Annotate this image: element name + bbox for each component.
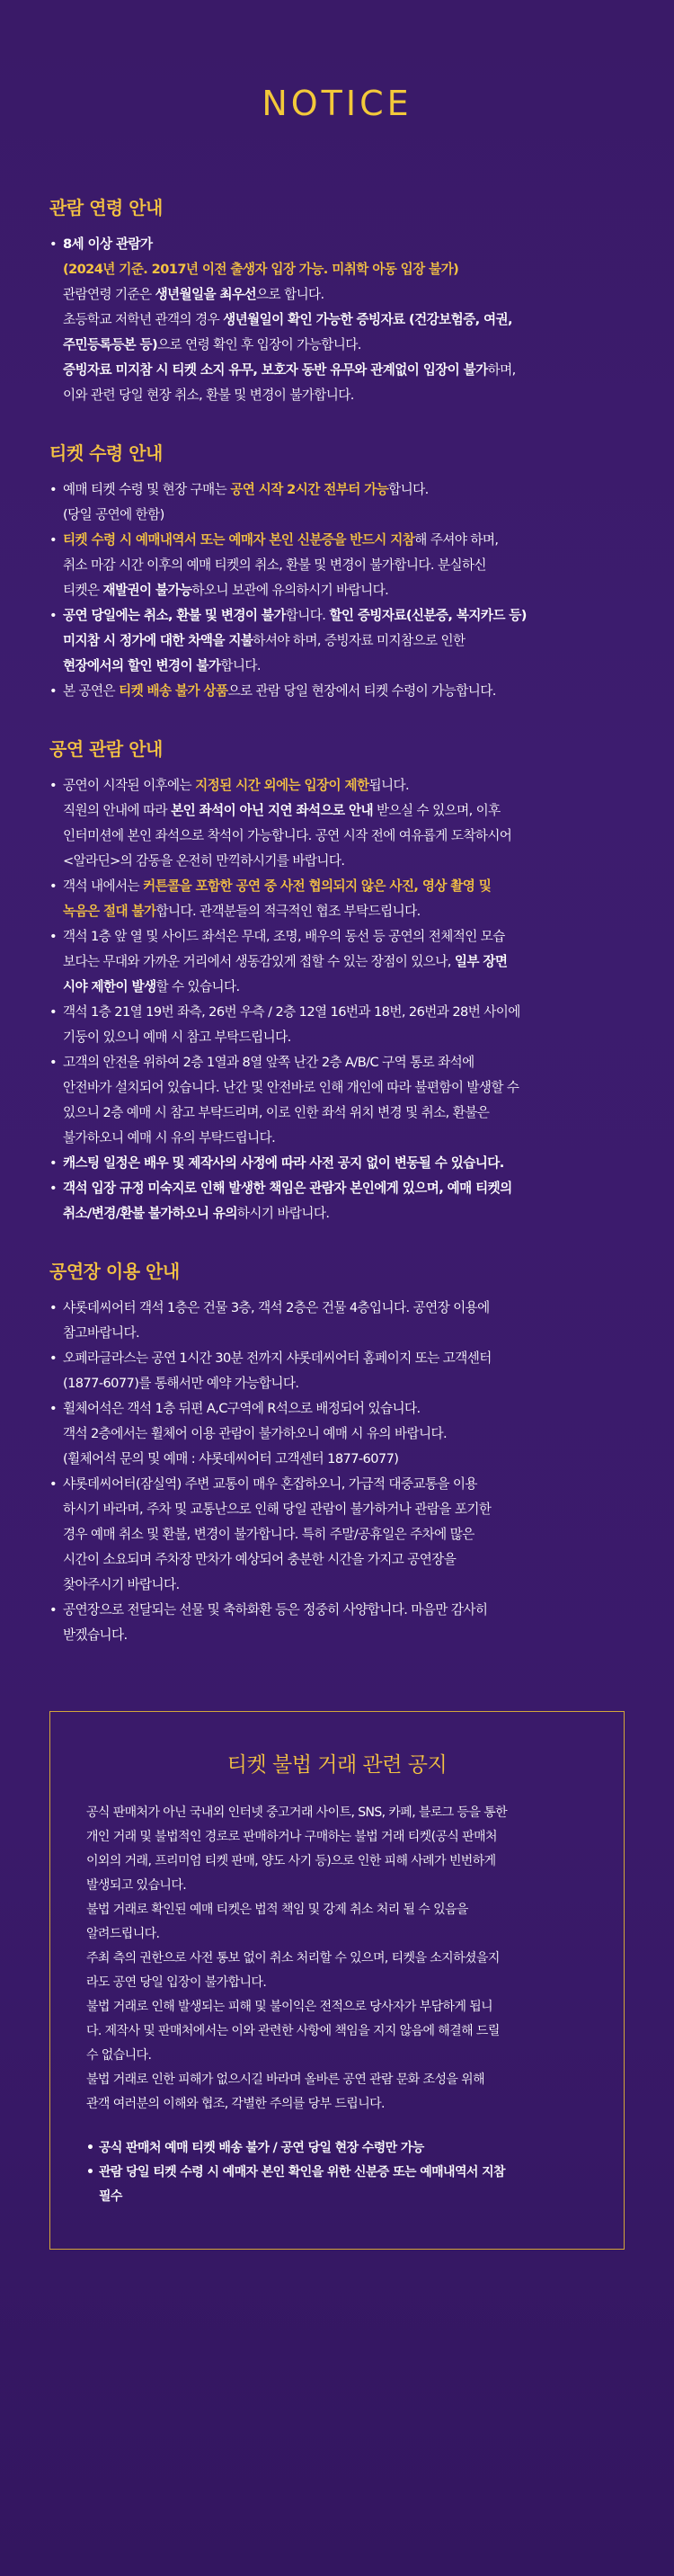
text-segment: 객석 2층에서는 휠체어 이용 관람이 불가하오니 예매 시 유의 바랍니다.: [63, 1426, 448, 1441]
text-line: [63, 1522, 625, 1547]
text-segment: <알라딘>의 감동을 온전히 만끽하시기를 바랍니다.: [63, 853, 345, 869]
text-line: [63, 924, 625, 949]
text-segment: 합니다.: [388, 482, 429, 497]
notice-body-line: 이외의 거래, 프리미엄 티켓 판매, 양도 사기 등)으로 인한 피해 사례가 빈번하게: [86, 1854, 496, 1868]
section-heading: 공연 관람 안내: [49, 738, 163, 760]
notice-body-line: 라도 공연 당일 입장이 불가합니다.: [86, 1975, 267, 1990]
notice-point-line: 필수: [99, 2189, 122, 2204]
text-line: [63, 1075, 625, 1101]
text-segment: 합니다.: [285, 608, 330, 623]
text-segment: 본인 좌석이 아닌 지연 좌석으로 안내: [171, 803, 373, 818]
notice-body-line: 불법 거래로 확인된 예매 티켓은 법적 책임 및 강제 취소 처리 될 수 있음을: [86, 1903, 468, 1917]
page-title: NOTICE: [262, 84, 412, 123]
text-segment: 안전바가 설치되어 있습니다. 난간 및 안전바로 인해 개인에 따라 불편함이 발생할 수: [63, 1080, 519, 1095]
text-segment: 으로 관람 당일 현장에서 티켓 수령이 가능합니다.: [227, 683, 496, 699]
text-segment: 예매 티켓 수령 및 현장 구매는: [63, 482, 231, 497]
text-line: [63, 257, 625, 282]
list-item: [49, 1598, 625, 1648]
text-segment: (1877-6077)를 통해서만 예약 가능합니다.: [63, 1376, 299, 1391]
list-item: [49, 1000, 625, 1050]
text-line: [63, 1422, 625, 1447]
section-item-list: [49, 1296, 625, 1648]
text-line: [63, 1371, 625, 1396]
text-line: [63, 1025, 625, 1050]
text-segment: 공연 당일에는 취소, 환불 및 변경이 불가: [63, 608, 286, 623]
illegal-trade-notice-box: [49, 1711, 625, 2250]
header: [0, 0, 674, 193]
notice-sections: [0, 193, 674, 1648]
text-segment: 합니다.: [220, 658, 261, 673]
text-segment: 티켓은: [63, 583, 103, 598]
section-heading: 관람 연령 안내: [49, 197, 163, 218]
list-item: [49, 1396, 625, 1472]
text-line: [63, 1050, 625, 1075]
text-line: [63, 282, 625, 308]
text-line: [63, 1201, 625, 1226]
list-item: [49, 874, 625, 924]
list-item: [49, 528, 625, 603]
text-segment: 이와 관련 당일 현장 취소, 환불 및 변경이 불가합니다.: [63, 388, 354, 403]
text-line: [63, 1346, 625, 1371]
text-segment: 티켓 배송 불가 상품: [119, 683, 228, 699]
text-line: [63, 308, 625, 333]
notice-body-line: 주최 측의 권한으로 사전 통보 없이 취소 처리할 수 있으며, 티켓을 소지하셨을지: [86, 1951, 500, 1965]
list-item: [49, 477, 625, 528]
list-item: [49, 232, 625, 408]
list-item: [49, 603, 625, 679]
text-segment: 받으실 수 있으며, 이후: [372, 803, 501, 818]
text-segment: 으로 연령 확인 후 입장이 가능합니다.: [157, 337, 361, 352]
text-segment: (2024년 기준. 2017년 이전 출생자 입장 가능. 미취학 아동 입장 불가): [63, 262, 459, 277]
list-item: [49, 1176, 625, 1226]
section-1: [0, 439, 674, 704]
text-line: [63, 874, 625, 899]
text-line: [63, 578, 625, 603]
text-line: [63, 1321, 625, 1346]
notice-body-line: 불법 거래로 인해 발생되는 피해 및 불이익은 전적으로 당사자가 부담하게 됩니: [86, 2000, 493, 2014]
text-segment: 해 주셔야 하며,: [414, 532, 499, 548]
list-item: [49, 1346, 625, 1396]
text-segment: 생년월일이 확인 가능한 증빙자료 (건강보험증, 여권,: [223, 312, 512, 327]
text-line: [63, 654, 625, 679]
text-segment: 객석 입장 규정 미숙지로 인해 발생한 책임은 관람자 본인에게 있으며, 예매 티켓의: [63, 1181, 512, 1196]
text-segment: 캐스팅 일정은 배우 및 제작사의 사정에 따라 사전 공지 없이 변동될 수 있습니다.: [63, 1155, 504, 1171]
list-item: [49, 1050, 625, 1151]
text-line: [63, 628, 625, 654]
text-segment: 커튼콜을 포함한 공연 중 사전 협의되지 않은 사진, 영상 촬영 및: [143, 878, 492, 894]
section-item-list: [49, 773, 625, 1226]
section-2: [0, 735, 674, 1226]
notice-body-line: 수 없습니다.: [86, 2048, 152, 2063]
text-segment: 공연이 시작된 이후에는: [63, 778, 196, 793]
text-segment: 일부 장면: [454, 954, 508, 969]
text-line: [63, 232, 625, 257]
text-segment: 기둥이 있으니 예매 시 참고 부탁드립니다.: [63, 1030, 291, 1045]
text-line: [63, 824, 625, 849]
notice-point: [86, 2161, 588, 2209]
text-line: [63, 773, 625, 798]
text-segment: 샤롯데씨어터 객석 1층은 건물 3층, 객석 2층은 건물 4층입니다. 공연장 이용에: [63, 1300, 490, 1315]
text-segment: 시야 제한이 발생: [63, 979, 156, 994]
text-line: [63, 333, 625, 358]
text-line: [63, 1472, 625, 1497]
notice-body-line: 발생되고 있습니다.: [86, 1878, 187, 1893]
text-line: [63, 1497, 625, 1522]
text-segment: 고객의 안전을 위하여 2층 1열과 8열 앞쪽 난간 2층 A/B/C 구역 통로 좌석에: [63, 1055, 474, 1070]
text-line: [63, 949, 625, 975]
illegal-trade-notice-body: [86, 1801, 588, 2117]
text-segment: 참고바랍니다.: [63, 1325, 140, 1341]
text-line: [63, 798, 625, 824]
text-segment: 객석 1층 앞 열 및 사이드 좌석은 무대, 조명, 배우의 동선 등 공연의 전체적인 모습: [63, 929, 505, 944]
text-line: [63, 1000, 625, 1025]
text-segment: 본 공연은: [63, 683, 120, 699]
list-item: [49, 773, 625, 874]
section-heading: 티켓 수령 안내: [49, 442, 163, 464]
notice-point-line: • 관람 당일 티켓 수령 시 예매자 본인 확인을 위한 신분증 또는 예매내역서 지참: [99, 2165, 505, 2179]
text-line: [63, 679, 625, 704]
text-segment: 지정된 시간 외에는 입장이 제한: [195, 778, 369, 793]
text-segment: 할 수 있습니다.: [155, 979, 240, 994]
illegal-trade-notice-points: [86, 2136, 588, 2209]
text-line: [63, 1151, 625, 1176]
text-segment: 불가하오니 예매 시 유의 부탁드립니다.: [63, 1130, 276, 1145]
text-segment: 시간이 소요되며 주차장 만차가 예상되어 충분한 시간을 가지고 공연장을: [63, 1552, 457, 1567]
text-line: [63, 1176, 625, 1201]
list-item: [49, 1151, 625, 1176]
text-segment: 재발권이 불가능: [102, 583, 192, 598]
text-segment: 경우 예매 취소 및 환불, 변경이 불가합니다. 특히 주말/공휴일은 주차에 많은: [63, 1527, 474, 1542]
text-segment: 초등학교 저학년 관객의 경우: [63, 312, 224, 327]
text-segment: 미지참 시 정가에 대한 차액을 지불: [63, 633, 253, 648]
text-segment: 됩니다.: [368, 778, 410, 793]
text-segment: 공연장으로 전달되는 선물 및 축하화환 등은 정중히 사양합니다. 마음만 감사히: [63, 1602, 488, 1618]
text-line: [63, 603, 625, 628]
text-line: [63, 383, 625, 408]
text-segment: 받겠습니다.: [63, 1627, 128, 1643]
section-heading: 공연장 이용 안내: [49, 1261, 180, 1282]
text-segment: 증빙자료 미지참 시 티켓 소지 유무, 보호자 동반 유무와 관계없이 입장이 불가: [63, 362, 488, 378]
text-segment: 직원의 안내에 따라: [63, 803, 172, 818]
text-segment: 취소/변경/환불 불가하오니 유의: [63, 1206, 237, 1221]
text-segment: 현장에서의 할인 변경이 불가: [63, 658, 221, 673]
section-3: [0, 1257, 674, 1648]
text-line: [63, 1447, 625, 1472]
text-line: [63, 1101, 625, 1126]
list-item: [49, 1472, 625, 1598]
notice-body-line: 관객 여러분의 이해와 협조, 각별한 주의를 당부 드립니다.: [86, 2097, 385, 2111]
text-segment: 오페라글라스는 공연 1시간 30분 전까지 샤롯데씨어터 홈페이지 또는 고객센터: [63, 1350, 492, 1366]
notice-body-line: 불법 거래로 인한 피해가 없으시길 바라며 올바른 공연 관람 문화 조성을 위해: [86, 2072, 484, 2087]
list-item: [49, 679, 625, 704]
notice-body-line: 다. 제작사 및 판매처에서는 이와 관련한 사항에 책임을 지지 않음에 해결해 드릴: [86, 2024, 500, 2038]
text-segment: 합니다. 관객분들의 적극적인 협조 부탁드립니다.: [155, 904, 421, 919]
text-segment: 관람연령 기준은: [63, 287, 155, 302]
text-line: [63, 849, 625, 874]
text-segment: 하오니 보관에 유의하시기 바랍니다.: [191, 583, 389, 598]
text-line: [63, 503, 625, 528]
text-segment: 있으니 2층 예매 시 참고 부탁드리며, 이로 인한 좌석 위치 변경 및 취소, 환불은: [63, 1105, 490, 1120]
text-segment: (당일 공연에 한함): [63, 507, 164, 522]
text-line: [63, 1598, 625, 1623]
text-line: [63, 1126, 625, 1151]
text-segment: (휠체어석 문의 및 예매 : 샤롯데씨어터 고객센터 1877-6077): [63, 1451, 399, 1466]
text-segment: 생년월일을 최우선: [155, 287, 257, 302]
notice-point-line: • 공식 판매처 예매 티켓 배송 불가 / 공연 당일 현장 수령만 가능: [99, 2141, 424, 2155]
text-line: [63, 1623, 625, 1648]
illegal-trade-notice-title: 티켓 불법 거래 관련 공지: [226, 1753, 448, 1777]
text-line: [63, 1296, 625, 1321]
text-line: [63, 1573, 625, 1598]
text-segment: 휠체어석은 객석 1층 뒤편 A,C구역에 R석으로 배정되어 있습니다.: [63, 1401, 421, 1416]
text-segment: 보다는 무대와 가까운 거리에서 생동감있게 접할 수 있는 장점이 있으나,: [63, 954, 455, 969]
text-segment: 공연 시작 2시간 전부터 가능: [230, 482, 389, 497]
list-item: [49, 924, 625, 1000]
notice-point: [86, 2136, 588, 2161]
notice-body-line: 공식 판매처가 아닌 국내외 인터넷 중고거래 사이트, SNS, 카페, 블로그 등을 통한: [86, 1805, 508, 1820]
text-segment: 객석 1층 21열 19번 좌측, 26번 우측 / 2층 12열 16번과 18번, 26번과 28번 사이에: [63, 1004, 520, 1020]
text-segment: 찾아주시기 바랍니다.: [63, 1577, 180, 1592]
text-segment: 하며,: [487, 362, 516, 378]
list-item: [49, 1296, 625, 1346]
text-segment: 객석 내에서는: [63, 878, 144, 894]
text-line: [63, 477, 625, 503]
section-item-list: [49, 477, 625, 704]
section-0: [0, 193, 674, 408]
text-segment: 녹음은 절대 불가: [63, 904, 156, 919]
text-segment: 인터미션에 본인 좌석으로 착석이 가능합니다. 공연 시작 전에 여유롭게 도착하시어: [63, 828, 512, 843]
text-segment: 하셔야 하며, 증빙자료 미지참으로 인한: [253, 633, 466, 648]
text-line: [63, 358, 625, 383]
notice-body-line: 개인 거래 및 불법적인 경로로 판매하거나 구매하는 불법 거래 티켓(공식 판매처: [86, 1830, 497, 1844]
text-line: [63, 899, 625, 924]
text-segment: 하시기 바라며, 주차 및 교통난으로 인해 당일 관람이 불가하거나 관람을 포기한: [63, 1502, 492, 1517]
text-segment: 할인 증빙자료(신분증, 복지카드 등): [329, 608, 527, 623]
text-line: [63, 1547, 625, 1573]
text-segment: 티켓 수령 시 예매내역서 또는 예매자 본인 신분증을 반드시 지참: [63, 532, 415, 548]
text-line: [63, 975, 625, 1000]
text-segment: 취소 마감 시간 이후의 예매 티켓의 취소, 환불 및 변경이 불가합니다. 분실하신: [63, 557, 486, 573]
text-line: [63, 553, 625, 578]
text-line: [63, 528, 625, 553]
text-segment: 하시기 바랍니다.: [236, 1206, 330, 1221]
text-segment: 샤롯데씨어터(잠실역) 주변 교통이 매우 혼잡하오니, 가급적 대중교통을 이용: [63, 1476, 477, 1492]
notice-body-line: 알려드립니다.: [86, 1927, 160, 1941]
section-item-list: [49, 232, 625, 408]
text-segment: 주민등록등본 등): [63, 337, 158, 352]
text-segment: 8세 이상 관람가: [63, 236, 153, 252]
text-segment: 으로 합니다.: [256, 287, 324, 302]
text-line: [63, 1396, 625, 1422]
